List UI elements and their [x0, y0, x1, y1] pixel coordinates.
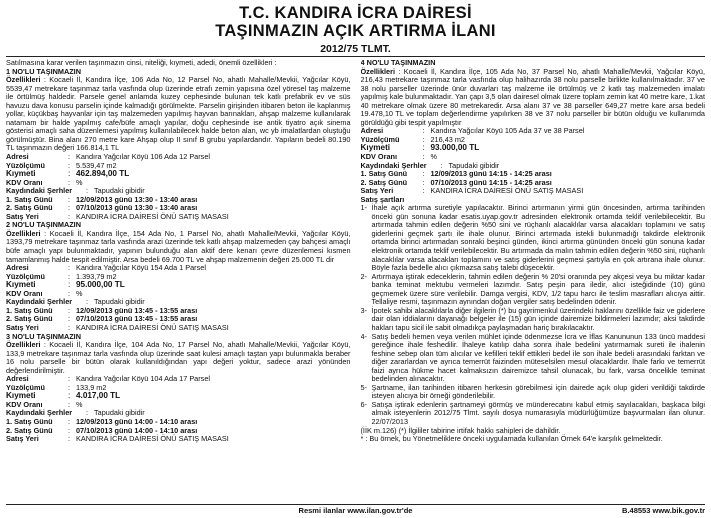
value-label: Kıymeti: [6, 280, 36, 290]
notice-body: [6, 59, 705, 444]
left-column: [6, 59, 351, 444]
value-amount: 95.000,00 TL: [76, 280, 125, 290]
vat-value: %: [76, 288, 83, 298]
registry-value: Tapudaki gibidir: [94, 297, 145, 307]
sale2-label: 2. Satış Günü: [6, 314, 53, 324]
value-label: Kıymeti: [360, 143, 391, 153]
area-value: 5.539,47 m2: [76, 160, 117, 170]
features-label: Özellikleri: [360, 66, 395, 76]
place-label: Satış Yeri: [6, 322, 39, 332]
sale2-label: 2. Satış Günü: [6, 203, 53, 213]
address-label: Adresi: [6, 374, 29, 384]
place-value: KANDIRA İCRA DAİRESİ ÖNÜ SATIŞ MASASI: [76, 211, 229, 221]
sale1-value: 12/09/2013 günü 14:15 - 14:25 arası: [430, 169, 552, 179]
area-label: Yüzölçümü: [6, 382, 45, 392]
place-value: KANDIRA İCRA DAİRESİ ÖNÜ SATIŞ MASASI: [76, 322, 229, 332]
footnote: * : Bu örnek, bu Yönetmeliklere önceki uygulamada kullanılan Örnek 64'e karşılık gelmektedir.: [360, 434, 663, 444]
features-text: Kocaeli İl, Kandıra İlçe, 105 Ada No, 37 Parsel No, ahatlı Mahalle/Mevkii, Yağcılar Köyü, 216,43 metrekare taşınmaz tarla vasfında olup halihazırda 38 nolu parselle birlikte kullanılmaktadır. 37 ve 38 nolu parseller üzerinde ünür duvarları taş malzeme ile örtülmüş ve 2 katlı taş malzemeden imalatı yapılmış kale bulunmaktadır. Yan çapı 3,5 olan dairesel olmak üzere toplam zemin kat 40 metre kare, 1.kat 40 metrekare olmak üzere 80 metrekaredir. Arsa alanı 37 ve 38 parseller 649,27 metre kare arsa bedeli 19.478,10 TL ve toplam değerlendirme yapılırken 38 ve 37 nolu parseller bir bütün olduğu ve kullanımda görüldüğü gibi tespit yapılmıştır: [360, 66, 705, 127]
property-title: 3 NO'LU TAŞINMAZIN: [6, 331, 81, 341]
features-text: Kocaeli İl, Kandıra İlçe, 154 Ada No, 1 Parsel No, ahatlı Mahalle/Mevkii, Yağcılar Köyü, 1393,79 metrekare taşınmaz tarla vasfında arazi üzerinde tek katlı ahşap malzemeden çay bahçesi amaçlı büfe amaçlı yapı bulunmaktadır, yapının bulunduğu alan aktif dere kenarı çevre düzenlemesi kısmen tamamlanmış halde tespit edilmiştir. Arsa bedeli 69.700 TL ve ahşap malzemenin değeri 25.000 TL dir: [6, 228, 351, 264]
right-column: [361, 59, 706, 444]
registry-value: Tapudaki gibidir: [94, 408, 145, 418]
features-label: Özellikleri: [6, 228, 41, 238]
page-footer: [6, 504, 705, 516]
condition-item: 2- Artırmaya iştirak edeceklerin, tahmin edilen değerin % 20'si oranında pey akçesi veya bu miktar kadar banka teminat mektubu vermeleri lazımdır. Satış peşin para iledir, alıcı isteğidinde (10) günü geçmemek üzere süre verilebilir. Damga vergisi, KDV, 1/2 tapu harcı ile teslim masrafları alıcıya aittir. Tellaliye resmi, taşınmazın aynından doğan vergiler satış bedelinden ödenir.: [360, 271, 705, 307]
vat-label: KDV Oranı: [6, 177, 43, 187]
place-value: KANDIRA İCRA DAİRESİ ÖNÜ SATIŞ MASASI: [430, 186, 584, 196]
vat-label: KDV Oranı: [360, 152, 397, 162]
sale2-value: 07/10/2013 günü 14:00 - 14:10 arası: [76, 425, 198, 435]
sale2-value: 07/10/2013 günü 14:15 - 14:25 arası: [430, 177, 552, 187]
features-text: Kocaeli İl, Kandıra İlçe, 106 Ada No, 12 Parsel No, ahatlı Mahalle/Mevkii, Yağcılar Köyü, 5539,47 metrekare taşınmaz tarla vasfında olup üzerinde etrafı zemin yapısına özel yöresel taş malzeme ile örtülmüş haldedir. Parsele genel anlamda kuzey cephesinde bulunan tek katlı prefabrik ev ve süs havuzu dava konusu parselin içinde kalmadığı görülmekte. Parselin girişinden itibaren beton ile kaplanmış yollar, küçükbaş hayvanlar için taş malzemeden yapılmış hayvan barınakları, ahşap malzeme kullanılarak natamam bir halde yapılmış cafe/büfe amaçlı yapılar, doğu cephesinde ise antik tiyatro açık sinema gösterisi amaçlı saha düzenlemesi yapılmış kullanılabilecek halde beton alan, wc yb imalatlardan oluştuğu görülmüştür. Bina alanı 270 metre kare Ahşap olup II sınıf B grubu yapılardandır. Yapıların bedeli 80.190 TL taşınmazın değeri 166.814,1 TL: [6, 75, 351, 153]
property-2: 2 NO'LU TAŞINMAZIN Özellikleri : Kocaeli İl, Kandıra İlçe, 154 Ada No, 1 Parsel No, ahatlı Mahalle/Mevkii, Yağcılar Köyü, 1393,79 metrekare taşınmaz tarla vasfında arazi üzerinde tek katlı ahşap malzemeden çay bahçesi amaçlı büfe amaçlı yapı bulunmaktadır, yapının bulunduğu alan aktif dere kenarı çevre düzenlemesi kısmen tamamlanmış halde tespit edilmiştir. Arsa bedeli 69.700 TL ve ahşap malzemenin değeri 25.000 TL dir Adresi : Kandıra Yağcılar Köyü 154 Ada 1 Parsel Yüzölçümü : 1.393,79 m2 Kıymeti : 95.000,00 TL KDV Oranı : % Kaydındaki Şerhler : Tapudaki gibidir 1. Satış Günü : 12/09/2013 günü 13:45 - 13:55 arası 2. Satış Günü : 07/10/2013 günü 13:45 - 13:55 arası Satış Yeri : KANDIRA İCRA DAİRESİ ÖNÜ SATIŞ MASASI: [6, 220, 351, 332]
sale1-label: 1. Satış Günü: [6, 194, 53, 204]
property-3: 3 NO'LU TAŞINMAZIN Özellikleri : Kocaeli İl, Kandıra İlçe, 104 Ada No, 17 Parsel No, ahatlı Mahalle/Mevkii, Yağcılar Köyü, 133,9 metrekare taşınmaz tarla vasfında olup üzerinde saat kulesi amaçlı taştan yapı bulunmakla beraber 16 nolu parselle bir bütün olarak kullanıldığından yapı değeri yoktur, sadece arazi yönünden değerlendirilmiştir. Adresi : Kandıra Yağcılar Köyü 104 Ada 17 Parsel Yüzölçümü : 133,9 m2 Kıymeti : 4.017,00 TL KDV Oranı : % Kaydındaki Şerhler : Tapudaki gibidir 1. Satış Günü : 12/09/2013 günü 14:00 - 14:10 arası 2. Satış Günü : 07/10/2013 günü 14:00 - 14:10 arası Satış Yeri : KANDIRA İCRA DAİRESİ ÖNÜ SATIŞ MASASI: [6, 331, 351, 444]
footer-publication-id: B.48553 www.bik.gov.tr: [622, 506, 705, 515]
vat-label: KDV Oranı: [6, 399, 43, 409]
sale1-label: 1. Satış Günü: [6, 416, 53, 426]
area-value: 133,9 m2: [76, 382, 107, 392]
footer-ilan-link: Resmi ilanlar www.ilan.gov.tr'de: [298, 506, 413, 515]
registry-value: Tapudaki gibidir: [94, 186, 145, 196]
features-text: Kocaeli İl, Kandıra İlçe, 104 Ada No, 17 Parsel No, ahatlı Mahalle/Mevkii, Yağcılar Köyü, 133,9 metrekare taşınmaz tarla vasfında olup üzerinde saat kulesi amaçlı taştan yapı bulunmakla beraber 16 nolu parselle bir bütün olarak kullanıldığından yapı değeri yoktur, sadece arazi yönünden değerlendirilmiştir.: [6, 340, 351, 375]
legal-reference: (İİK m.126) (*) İlgililer tabirine irtifak hakkı sahipleri de dahildir.: [360, 425, 561, 435]
office-title: T.C. KANDIRA İCRA DAİRESİ: [239, 4, 472, 22]
value-amount: 4.017,00 TL: [76, 391, 121, 401]
value-amount: 93.000,00 TL: [430, 143, 480, 153]
property-title: 2 NO'LU TAŞINMAZIN: [6, 220, 81, 230]
place-label: Satış Yeri: [360, 186, 394, 196]
place-label: Satış Yeri: [6, 434, 39, 444]
area-label: Yüzölçümü: [6, 160, 45, 170]
registry-label: Kaydındaki Şerhler: [6, 186, 73, 196]
address-value: Kandıra Yağcılar Köyü 106 Ada 12 Parsel: [76, 152, 211, 162]
value-amount: 462.894,00 TL: [76, 169, 130, 179]
vat-value: %: [76, 177, 83, 187]
sale2-value: 07/10/2013 günü 13:30 - 13:40 arası: [76, 203, 198, 213]
registry-label: Kaydındaki Şerhler: [6, 297, 73, 307]
property-1: 1 NO'LU TAŞINMAZIN Özellikleri : Kocaeli İl, Kandıra İlçe, 106 Ada No, 12 Parsel No, ahatlı Mahalle/Mevkii, Yağcılar Köyü, 5539,47 metrekare taşınmaz tarla vasfında olup üzerinde etrafı zemin yapısına özel yöresel taş malzeme ile örtülmüş haldedir. Parsele genel anlamda kuzey cephesinde bulunan tek katlı prefabrik ev ve süs havuzu dava konusu parselin içinde kalmadığı görülmekte. Parselin girişinden itibaren beton ile kaplanmış yollar, küçükbaş hayvanlar için taş malzemeden yapılmış hayvan barınakları, ahşap malzeme kullanılarak natamam bir halde yapılmış cafe/büfe amaçlı yapılar, doğu cephesinde ise antik tiyatro açık sinema gösterisi amaçlı saha düzenlemesi yapılmış kullanılabilecek halde beton alan, wc yb imalatlardan oluştuğu görülmüştür. Bina alanı 270 metre kare Ahşap olup II sınıf B grubu yapılardandır. Yapıların bedeli 80.190 TL taşınmazın değeri 166.814,1 TL Adresi : Kandıra Yağcılar Köyü 106 Ada 12 Parsel Yüzölçümü : 5.539,47 m2 Kıymeti : 462.894,00 TL KDV Oranı : % Kaydındaki Şerhler : Tapudaki gibidir 1. Satış Günü : 12/09/2013 günü 13:30 - 13:40 arası 2. Satış Günü : 07/10/2013 günü 13:30 - 13:40 arası Satış Yeri : KANDIRA İCRA DAİRESİ ÖNÜ SATIŞ MASASI: [6, 66, 351, 221]
conditions-heading: Satış şartları: [360, 194, 405, 204]
value-label: Kıymeti: [6, 169, 36, 179]
sale2-label: 2. Satış Günü: [360, 177, 408, 187]
area-label: Yüzölçümü: [360, 134, 400, 144]
area-value: 216,43 m2: [430, 134, 465, 144]
features-label: Özellikleri: [6, 75, 41, 85]
area-value: 1.393,79 m2: [76, 271, 117, 281]
condition-item: 3- İpotek sahibi alacaklılarla diğer ilgilerin (*) bu gayrimenkul üzerindeki haklarını özellikle faiz ve giderlere dair olan iddialarını dayanağı belgeler ile (15) gün içinde dairemize bildirmeleri lazımdır; aksi takdirde hakları tapu sicil ile sabit olmadıkça paylaşmadan hariç bırakılacaktır.: [360, 305, 705, 332]
vat-value: %: [430, 152, 437, 162]
address-label: Adresi: [360, 126, 384, 136]
place-value: KANDIRA İCRA DAİRESİ ÖNÜ SATIŞ MASASI: [76, 434, 229, 444]
intro-text: Satılmasına karar verilen taşınmazın cinsi, niteliği, kıymeti, adedi, önemli özellikleri :: [6, 59, 277, 67]
condition-item: 4- Satış bedeli hemen veya verilen mühlet içinde ödenmezse İcra ve İflas Kanununun 133 üncü maddesi gereğince ihale feshedilir. İhaleye katılıp daha sonra ihale bedelini yatırmamak sureti ile ihalenin feshine sebep olan tüm alıcılar ve kefilleri teklif ettikleri bedel ile son ihale bedeli arasındaki farktan ve diğer zararlardan ve ayrıca temerrüt faizinden müteselsilen mesul olacaklardır. İhale farkı ve temerrüt faizi ayrıca hükme hacet kalmaksızın dairemizce tahsil olunacak, bu fark, varsa öncelikle teminat bedelinden alınacaktır.: [360, 331, 705, 384]
features-label: Özellikleri: [6, 340, 41, 350]
header-divider: [6, 56, 705, 57]
vat-label: KDV Oranı: [6, 288, 43, 298]
sale1-value: 12/09/2013 günü 13:30 - 13:40 arası: [76, 194, 198, 204]
registry-label: Kaydındaki Şerhler: [6, 408, 73, 418]
address-value: Kandıra Yağcılar Köyü 104 Ada 17 Parsel: [76, 374, 211, 384]
address-label: Adresi: [6, 152, 29, 162]
condition-item: 5- Şartname, ilan tarihinden itibaren herkesin görebilmesi için dairede açık olup gideri verildiği takdirde isteyen alıcıya bir örneği gönderilebilir.: [360, 382, 705, 401]
registry-label: Kaydındaki Şerhler: [360, 160, 427, 170]
property-title: 1 NO'LU TAŞINMAZIN: [6, 66, 81, 76]
property-title: 4 NO'LU TAŞINMAZIN: [360, 59, 436, 67]
property-4: 4 NO'LU TAŞINMAZIN Özellikleri : Kocaeli İl, Kandıra İlçe, 105 Ada No, 37 Parsel No, ahatlı Mahalle/Mevkii, Yağcılar Köyü, 216,43 metrekare taşınmaz tarla vasfında olup halihazırda 38 nolu parselle birlikte kullanılmaktadır. 37 ve 38 nolu parseller üzerinde ünür duvarları taş malzeme ile örtülmüş ve 2 katlı taş malzemeden imalatı yapılmış kale bulunmaktadır. Yan çapı 3,5 olan dairesel olmak üzere toplam zemin kat 40 metre kare, 1.kat 40 metrekare olmak üzere 80 metrekaredir. Arsa alanı 37 ve 38 parseller 649,27 metre kare arsa bedeli 19.478,10 TL ve toplam değerlendirme yapılırken 38 ve 37 nolu parseller bir bütün olduğu ve kullanımda görüldüğü gibi tespit yapılmıştır Adresi : Kandıra Yağcılar Köyü 105 Ada 37 ve 38 Parsel Yüzölçümü : 216,43 m2 Kıymeti : 93.000,00 TL KDV Oranı : % Kaydındaki Şerhler : Tapudaki gibidir 1. Satış Günü : 12/09/2013 günü 14:15 - 14:25 arası 2. Satış Günü : 07/10/2013 günü 14:15 - 14:25 arası Satış Yeri : KANDIRA İCRA DAİRESİ ÖNÜ SATIŞ MASASI: [360, 59, 705, 196]
value-label: Kıymeti: [6, 391, 36, 401]
address-label: Adresi: [6, 263, 29, 273]
address-value: Kandıra Yağcılar Köyü 105 Ada 37 ve 38 Parsel: [430, 126, 585, 136]
condition-item: 6- Satışa iştirak edenlerin şartnameyi görmüş ve münderecatını kabul etmiş sayılacakları, başkaca bilgi almak isteyenlerin 2012/75 Tlmt. sayılı dosya numarasıyla müdürlüğümüze başvurmaları ilan olunur. 22/07/2013: [360, 399, 705, 426]
sale2-label: 2. Satış Günü: [6, 425, 53, 435]
sale2-value: 07/10/2013 günü 13:45 - 13:55 arası: [76, 314, 198, 324]
place-label: Satış Yeri: [6, 211, 39, 221]
condition-item: 1- İhale açık artırma suretiyle yapılacaktır. Birinci artırmanın yirmi gün öncesinden, artırma tarihinden önceki gün sonuna kadar esatis.uyap.gov.tr adresinden elektronik ortamda teklif verilebilecektir. Bu artırmada tahmin edilen değerin %50 sini ve rüçhanlı alacaklılar varsa alacakları toplamını ve satış giderlerini geçmek şartı ile ihale olunur. Birinci artırmada istekli bulunmadığı takdirde elektronik ortamda birinci artırmadan sonraki beşinci günden, ikinci artırma gününden önceki gün sonuna kadar elektronik ortamda teklif verilebilecektir. Bu artırmada da malın tahmin edilen değerin %50 sini, rüçhanlı alacaklılar varsa alacakları toplamını ve satış giderlerini geçmesi şartıyla en çok artırana ihale olunur. Böyle fazla bedelle alıcı çıkmazsa satış talebi düşecektir.: [360, 203, 705, 273]
conditions-list: [361, 204, 706, 426]
sale1-value: 12/09/2013 günü 13:45 - 13:55 arası: [76, 305, 198, 315]
sale1-label: 1. Satış Günü: [6, 305, 53, 315]
address-value: Kandıra Yağcılar Köyü 154 Ada 1 Parsel: [76, 263, 206, 273]
file-number: 2012/75 TLMT.: [320, 43, 391, 55]
sale1-value: 12/09/2013 günü 14:00 - 14:10 arası: [76, 416, 198, 426]
sale1-label: 1. Satış Günü: [360, 169, 408, 179]
notice-title: TAŞINMAZIN AÇIK ARTIRMA İLANI: [215, 22, 496, 40]
registry-value: Tapudaki gibidir: [448, 160, 500, 170]
vat-value: %: [76, 399, 83, 409]
area-label: Yüzölçümü: [6, 271, 45, 281]
